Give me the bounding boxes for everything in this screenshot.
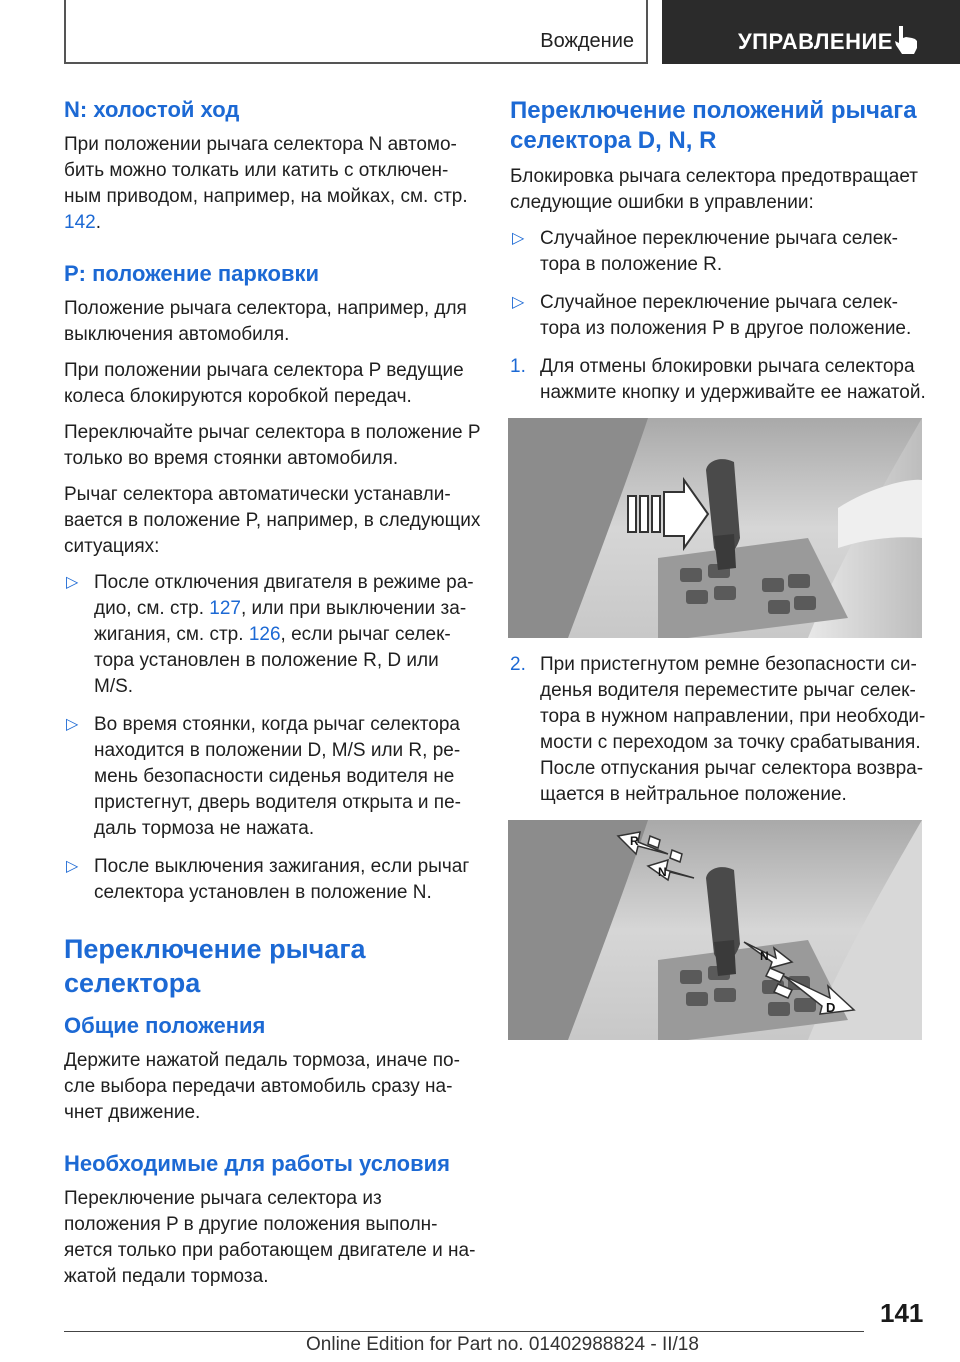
section-title: Вождение (540, 30, 634, 52)
footer-divider (64, 1331, 864, 1332)
triangle-bullet-icon: ▷ (66, 716, 79, 733)
step-number: 1. (510, 356, 526, 377)
paragraph-neutral: При положении рычага селектора N автомо-бить можно толкать или катить с отключен-ным приводом, например, на мойках, см. стр. 142. (64, 134, 468, 233)
right-column (510, 96, 930, 1054)
triangle-bullet-icon: ▷ (66, 858, 79, 875)
heading-switching: Переключение рычага селектора (64, 934, 366, 998)
step-item: 1. Для отмены блокировки рычага селектора нажмите кнопку и удерживайте ее нажатой. (510, 356, 926, 403)
paragraph-general: Держите нажатой педаль тормоза, иначе по-сле выбора передачи автомобиль сразу на-чнет движение. (64, 1050, 460, 1123)
gear-selector-positions-image (508, 820, 922, 1040)
page-number: 141 (880, 1298, 924, 1328)
step-number: 2. (510, 654, 526, 675)
heading-neutral: N: холостой ход (64, 97, 240, 122)
triangle-bullet-icon: ▷ (512, 294, 525, 311)
page-link-126[interactable]: 126 (248, 624, 281, 645)
figure-label: R (630, 834, 639, 848)
list-item: ▷ После выключения зажигания, если рычаг селектора установлен в положение N. (66, 856, 470, 903)
gear-selector-button-image (508, 418, 922, 638)
pointing-hand-icon (890, 24, 922, 56)
figure-label: D (826, 1000, 836, 1015)
paragraph-park-2: При положении рычага селектора P ведущие колеса блокируются коробкой передач. (64, 360, 464, 407)
triangle-bullet-icon: ▷ (512, 230, 525, 247)
triangle-bullet-icon: ▷ (66, 574, 79, 591)
page-link-142[interactable]: 142 (64, 212, 96, 233)
edition-note: Online Edition for Part no. 01402988824 - II/18 (306, 1334, 699, 1355)
left-column (64, 96, 482, 1300)
list-item: ▷ После отключения двигателя в режиме ра-дио, см. стр. 127, или при выключении за-жигания, см. стр. 126, если рычаг селек-тора установлен в положение R, D или M/S. (66, 572, 474, 697)
header-section-box (64, 0, 648, 64)
paragraph-park-3: Переключайте рычаг селектора в положение P только во время стоянки автомобиля. (64, 422, 481, 469)
heading-dnr: Переключение положений рычага селектора D, N, R (510, 97, 917, 154)
paragraph-lock-intro: Блокировка рычага селектора предотвращает следующие ошибки в управлении: (510, 166, 918, 213)
paragraph-park-1: Положение рычага селектора, например, для выключения автомобиля. (64, 298, 467, 345)
heading-conditions: Необходимые для работы условия (64, 1151, 450, 1176)
figure-label: N (658, 865, 667, 879)
paragraph-park-4: Рычаг селектора автоматически устанавли-вается в положение P, например, в следующих ситуациях: (64, 484, 481, 557)
list-item: ▷ Во время стоянки, когда рычаг селектора находится в положении D, M/S или R, ре-мень безопасности сиденья водителя не пристегнут, дверь водителя открыта и пе-даль тормоза не нажата. (66, 714, 461, 839)
figure-label: N (760, 949, 769, 963)
paragraph-conditions: Переключение рычага селектора из положения P в другие положения выполн-яется только при работающем двигателе и на-жатой педали тормоза. (64, 1188, 476, 1287)
page-link-127[interactable]: 127 (209, 598, 241, 619)
chapter-title: УПРАВЛЕНИЕ (738, 29, 893, 54)
heading-park: P: положение парковки (64, 261, 320, 286)
heading-general: Общие положения (64, 1013, 266, 1038)
list-item: ▷ Случайное переключение рычага селек-тора из положения P в другое положение. (512, 292, 912, 339)
header-chapter-box (662, 0, 960, 64)
step-item: 2. При пристегнутом ремне безопасности си-денья водителя переместите рычаг селек-тора в нужном направлении, при необходи-мости с переходом за точку срабатывания. После отпускания рычаг селектора возвра-щается в нейтральное положение. (510, 654, 926, 805)
list-item: ▷ Случайное переключение рычага селек-тора в положение R. (512, 228, 898, 275)
